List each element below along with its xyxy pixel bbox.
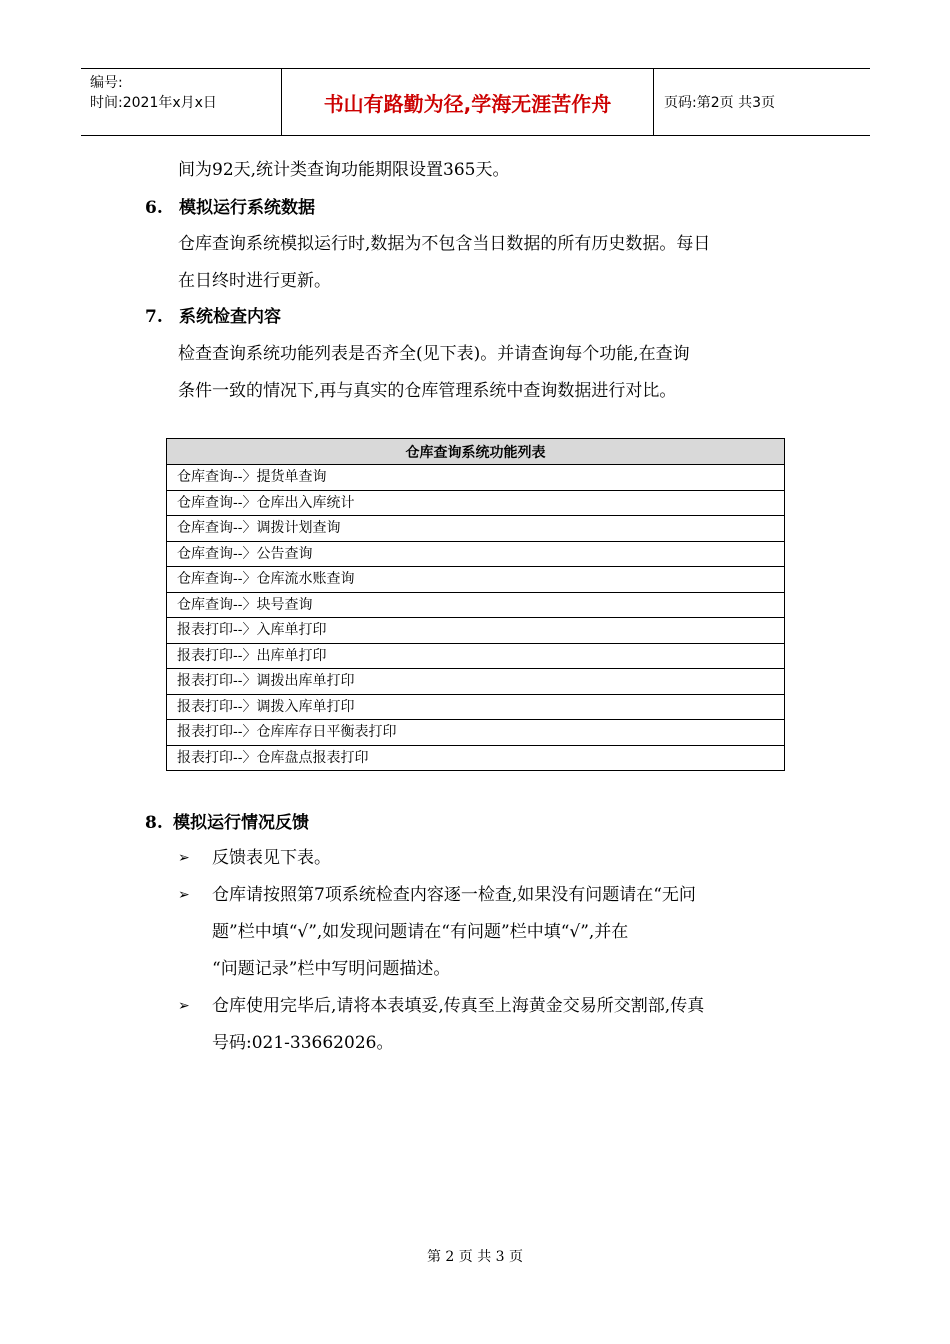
- header-motto: 书山有路勤为径,学海无涯苦作舟: [282, 69, 654, 135]
- table-row: 报表打印--〉仓库库存日平衡表打印: [167, 720, 785, 746]
- table-row: 仓库查询--〉仓库出入库统计: [167, 490, 785, 516]
- bullet-line: 反馈表见下表。: [212, 848, 331, 868]
- section-number: 7.: [145, 307, 163, 327]
- bullet-item: [178, 988, 818, 1062]
- bullet-item: [178, 877, 818, 988]
- section-number: 6.: [145, 198, 163, 218]
- table-row: 报表打印--〉入库单打印: [167, 618, 785, 644]
- section-title: 模拟运行系统数据: [179, 198, 315, 218]
- section-7-heading: [145, 303, 281, 331]
- section-6-body: [178, 226, 808, 300]
- header-page-info: 页码:第2页 共3页: [664, 95, 775, 111]
- bullet-line: 题”栏中填“√”,如发现问题请在“有问题”栏中填“√”,并在: [212, 922, 629, 942]
- table-row: 仓库查询--〉提货单查询: [167, 465, 785, 491]
- header-meta: [81, 69, 282, 135]
- section-8-heading: [145, 809, 309, 837]
- arrow-bullet-icon: ➢: [178, 887, 190, 903]
- section-6-heading: [145, 194, 315, 222]
- section-title: 模拟运行情况反馈: [173, 813, 309, 833]
- table-row: 仓库查询--〉仓库流水账查询: [167, 567, 785, 593]
- table-row: 报表打印--〉调拨入库单打印: [167, 694, 785, 720]
- table-row: 仓库查询--〉公告查询: [167, 541, 785, 567]
- bullet-line: 号码:021-33662026。: [212, 1033, 394, 1053]
- arrow-bullet-icon: ➢: [178, 850, 190, 866]
- table-row: 仓库查询--〉调拨计划查询: [167, 516, 785, 542]
- table-row: 报表打印--〉仓库盘点报表打印: [167, 745, 785, 771]
- function-list-table: [166, 438, 785, 771]
- section-title: 系统检查内容: [179, 307, 281, 327]
- table-row: 仓库查询--〉块号查询: [167, 592, 785, 618]
- bullet-line: “问题记录”栏中写明问题描述。: [212, 959, 451, 979]
- header-number: 编号:: [90, 75, 123, 91]
- intro-line: 间为92天,统计类查询功能期限设置365天。: [178, 160, 510, 180]
- body-line: 检查查询系统功能列表是否齐全(见下表)。并请查询每个功能,在查询: [178, 344, 690, 364]
- table-title: 仓库查询系统功能列表: [167, 439, 785, 465]
- body-line: 仓库查询系统模拟运行时,数据为不包含当日数据的所有历史数据。每日: [178, 234, 711, 254]
- bullet-item: [178, 840, 818, 877]
- page-header: [81, 68, 870, 136]
- table-row: 报表打印--〉调拨出库单打印: [167, 669, 785, 695]
- header-time: 时间:2021年x月x日: [90, 95, 217, 111]
- body-line: 在日终时进行更新。: [178, 271, 331, 291]
- bullet-line: 仓库请按照第7项系统检查内容逐一检查,如果没有问题请在“无问: [212, 885, 696, 905]
- arrow-bullet-icon: ➢: [178, 998, 190, 1014]
- section-number: 8.: [145, 813, 163, 833]
- table-row: 报表打印--〉出库单打印: [167, 643, 785, 669]
- page-footer: 第 2 页 共 3 页: [426, 1249, 524, 1265]
- body-line: 条件一致的情况下,再与真实的仓库管理系统中查询数据进行对比。: [178, 381, 677, 401]
- bullet-line: 仓库使用完毕后,请将本表填妥,传真至上海黄金交易所交割部,传真: [212, 996, 705, 1016]
- section-7-body: [178, 336, 808, 410]
